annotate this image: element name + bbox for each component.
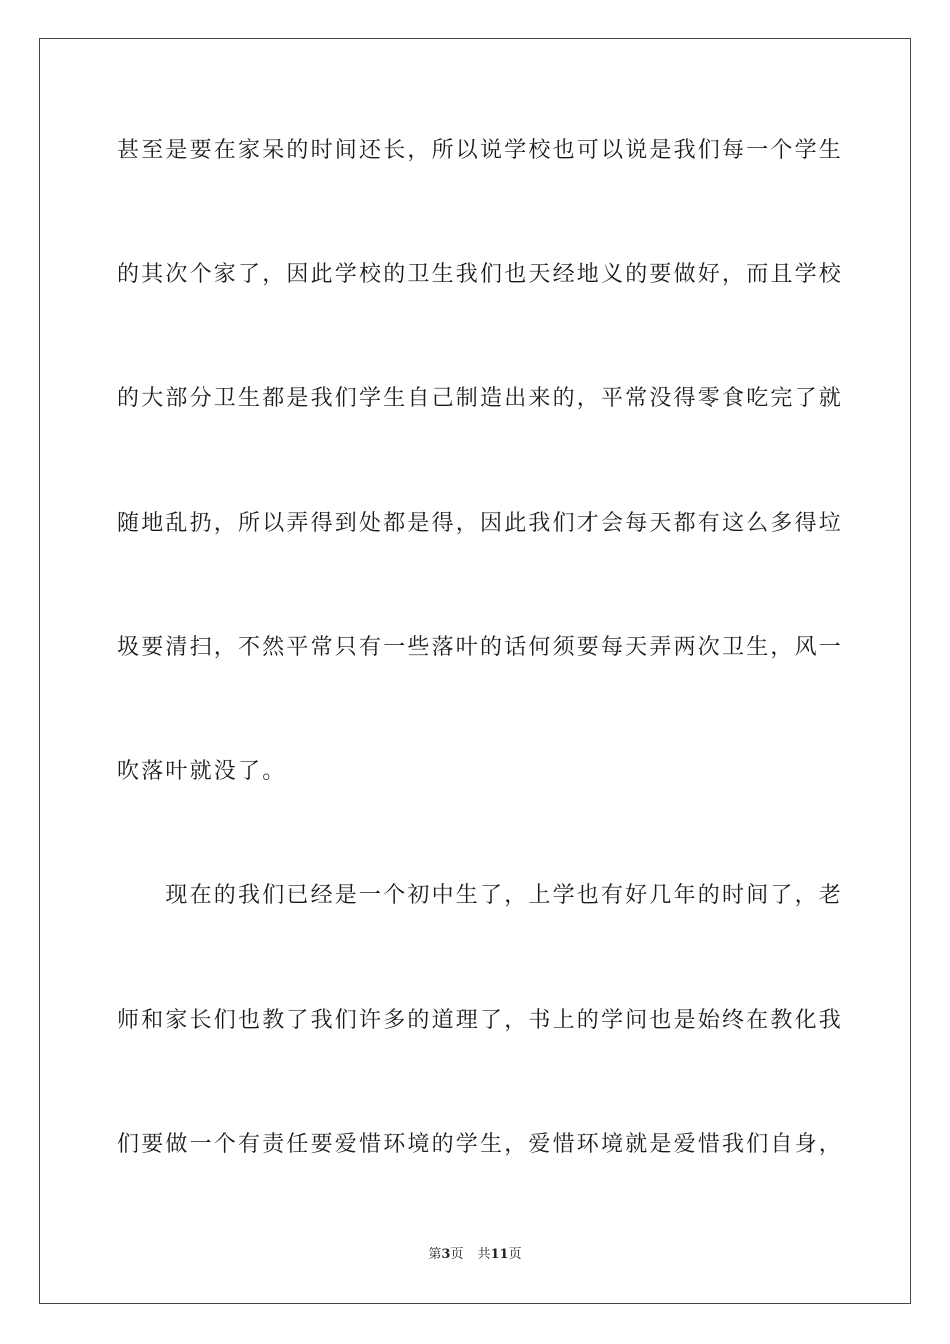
paragraph-start-line: 现在的我们已经是一个初中生了，上学也有好几年的时间了，老: [117, 883, 844, 908]
page-suffix: 页: [450, 1247, 464, 1262]
total-prefix: 共: [477, 1247, 491, 1262]
total-suffix: 页: [508, 1247, 522, 1262]
body-text-line: 的其次个家了，因此学校的卫生我们也天经地义的要做好，而且学校: [117, 262, 844, 287]
body-text-line: 们要做一个有责任要爱惜环境的学生，爱惜环境就是爱惜我们自身，: [117, 1132, 844, 1157]
body-text-line: 甚至是要在家呆的时间还长，所以说学校也可以说是我们每一个学生: [117, 138, 844, 163]
body-text-line: 吹落叶就没了。: [117, 759, 287, 784]
page-border: [39, 38, 911, 1304]
total-pages: 11: [490, 1247, 509, 1262]
body-text-line: 随地乱扔，所以弄得到处都是得，因此我们才会每天都有这么多得垃: [117, 511, 844, 536]
page-prefix: 第: [428, 1247, 442, 1262]
body-text-line: 的大部分卫生都是我们学生自己制造出来的，平常没得零食吃完了就: [117, 386, 844, 411]
page-number: 3: [441, 1247, 451, 1262]
body-text-line: 师和家长们也教了我们许多的道理了，书上的学问也是始终在教化我: [117, 1008, 844, 1033]
page-footer: [0, 1246, 950, 1264]
body-text-line: 圾要清扫，不然平常只有一些落叶的话何须要每天弄两次卫生，风一: [117, 635, 844, 660]
